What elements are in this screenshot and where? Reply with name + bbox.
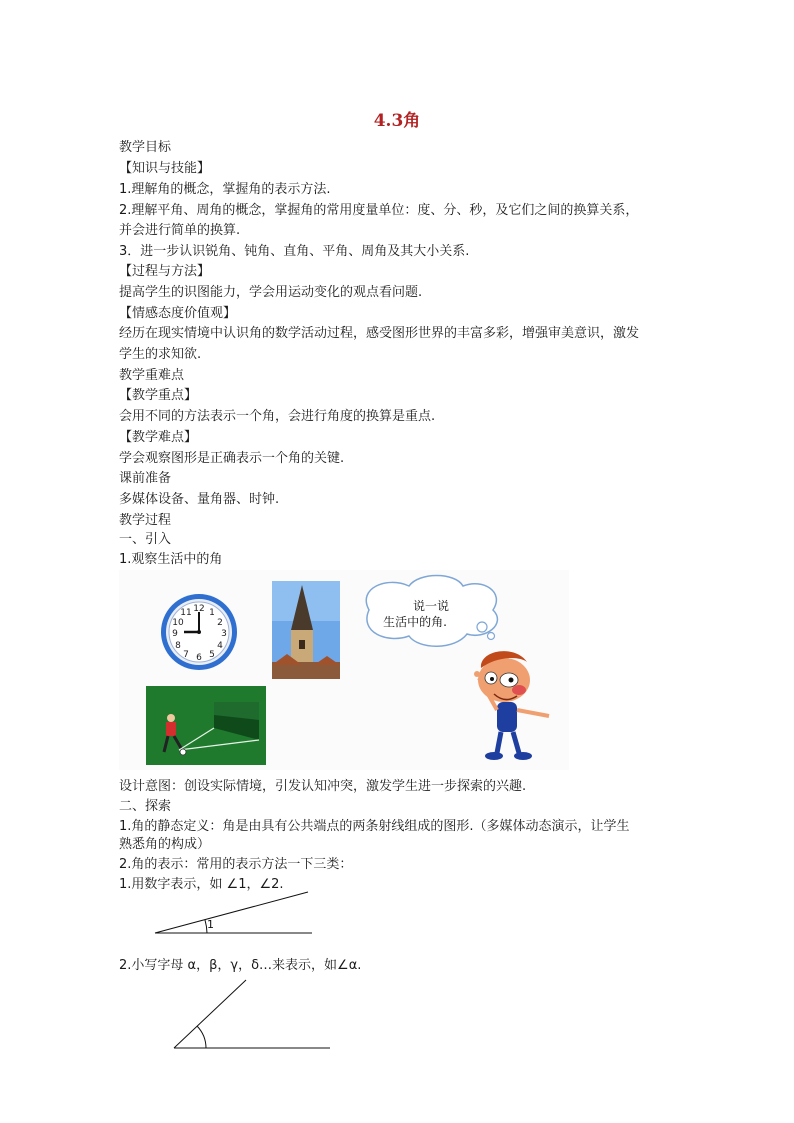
text-line: 提高学生的识图能力，学会用运动变化的观点看问题.	[119, 285, 423, 300]
text-line: 3．进一步认识锐角、钝角、直角、平角、周角及其大小关系.	[119, 244, 470, 259]
clock-number: 8	[175, 641, 181, 651]
text-line: 教学目标	[119, 140, 172, 155]
text-line: 课前准备	[119, 471, 172, 486]
text-line: 2.小写字母 α，β，γ，δ…来表示，如∠α.	[119, 958, 362, 973]
text-line: 2.理解平角、周角的概念，掌握角的常用度量单位：度、分、秒，及它们之间的换算关系，	[119, 203, 639, 218]
text-line: 【情感态度价值观】	[119, 306, 237, 321]
clock-number: 9	[172, 629, 178, 639]
text-line: 学会观察图形是正确表示一个角的关键.	[119, 451, 345, 466]
life-angles-illustration	[119, 570, 569, 770]
angle-ray	[174, 980, 246, 1048]
angle-ray	[155, 892, 308, 933]
clock-number: 3	[221, 629, 227, 639]
text-line: 多媒体设备、量角器、时钟.	[119, 492, 280, 507]
text-line: 学生的求知欲.	[119, 347, 202, 362]
text-line: 2.角的表示：常用的表示方法一下三类：	[119, 857, 353, 872]
text-line: 一、引入	[119, 532, 172, 547]
text-line: 1.用数字表示，如 ∠1，∠2.	[119, 877, 284, 892]
clock-number: 1	[209, 608, 215, 618]
clock-number: 11	[180, 608, 192, 618]
text-line: 会用不同的方法表示一个角，会进行角度的换算是重点.	[119, 409, 436, 424]
text-line: 二、探索	[119, 799, 172, 814]
page-title: 4.3角	[373, 111, 421, 131]
clock-number: 4	[217, 641, 223, 651]
text-line: 教学过程	[119, 513, 172, 528]
angle-figure-2	[170, 978, 335, 1053]
text-line: 1.观察生活中的角	[119, 552, 223, 567]
text-line: 并会进行简单的换算.	[119, 223, 241, 238]
clock-number: 5	[209, 650, 215, 660]
text-line: 1.角的静态定义：角是由具有公共端点的两条射线组成的图形.（多媒体动态演示，让学生	[119, 819, 630, 834]
text-line: 【知识与技能】	[119, 161, 211, 176]
text-line: 【教学难点】	[119, 430, 198, 445]
text-line: 【过程与方法】	[119, 264, 211, 279]
clock-number: 7	[183, 650, 189, 660]
clock-icon	[161, 594, 237, 670]
angle-arc	[197, 1026, 206, 1048]
text-line: 【教学重点】	[119, 388, 198, 403]
thought-bubble	[366, 576, 497, 647]
soccer-player-icon	[146, 686, 266, 765]
text-line: 经历在现实情境中认识角的数学活动过程，感受图形世界的丰富多彩，增强审美意识，激发	[119, 326, 640, 341]
angle-label: 1	[207, 918, 214, 931]
angle-figure-1	[150, 890, 320, 938]
clock-number: 2	[217, 618, 223, 628]
text-line: 1.理解角的概念，掌握角的表示方法.	[119, 182, 331, 197]
text-line: 设计意图：创设实际情境，引发认知冲突，激发学生进一步探索的兴趣.	[119, 779, 527, 794]
clock-number: 10	[172, 618, 184, 628]
clock-number: 12	[193, 604, 205, 614]
bubble-text-1: 说一说	[412, 599, 450, 613]
text-line: 教学重难点	[119, 368, 185, 383]
clock-number: 6	[196, 653, 202, 663]
text-line: 熟悉角的构成）	[119, 837, 211, 852]
church-tower-icon	[272, 581, 340, 679]
bubble-text-2: 生活中的角.	[383, 615, 447, 629]
